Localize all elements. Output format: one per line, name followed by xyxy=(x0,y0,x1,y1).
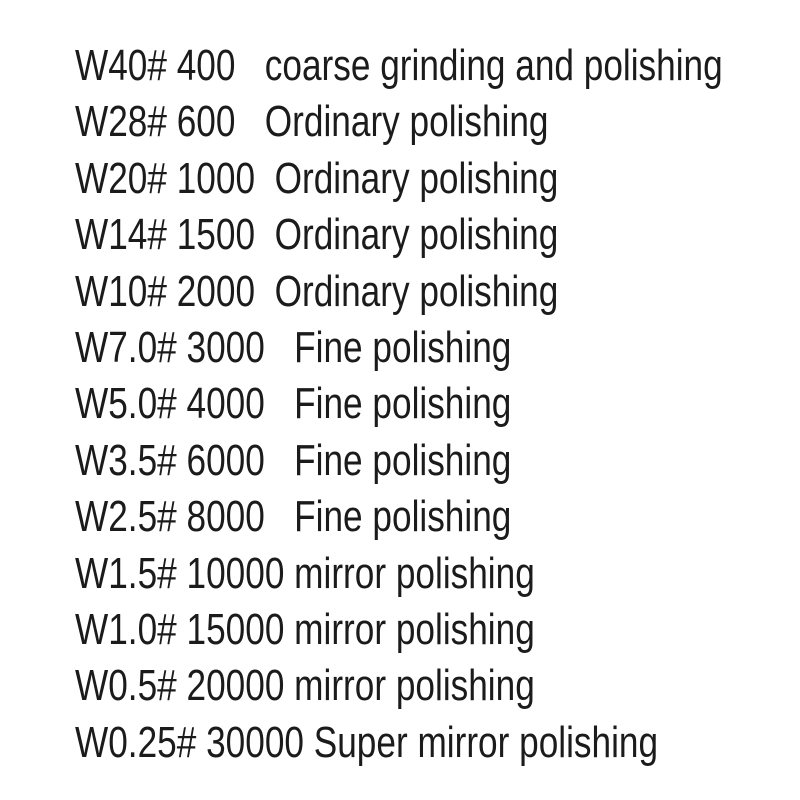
spec-line: W2.5# 8000 Fine polishing xyxy=(75,492,512,542)
spec-line: W7.0# 3000 Fine polishing xyxy=(75,322,512,372)
spec-line: W40# 400 coarse grinding and polishing xyxy=(75,41,723,90)
spec-line: W0.25# 30000 Super mirror polishing xyxy=(75,717,659,767)
spec-line: W10# 2000 Ordinary polishing xyxy=(75,266,559,316)
spec-line: W1.0# 15000 mirror polishing xyxy=(75,604,535,654)
spec-line: W0.5# 20000 mirror polishing xyxy=(75,661,535,711)
spec-line: W5.0# 4000 Fine polishing xyxy=(75,379,512,429)
spec-line: W3.5# 6000 Fine polishing xyxy=(75,435,512,485)
spec-line: W20# 1000 Ordinary polishing xyxy=(75,153,559,203)
spec-line: W28# 600 Ordinary polishing xyxy=(75,97,549,147)
spec-line: W1.5# 10000 mirror polishing xyxy=(75,548,535,598)
spec-line: W14# 1500 Ordinary polishing xyxy=(75,210,559,260)
spec-list xyxy=(75,38,800,771)
